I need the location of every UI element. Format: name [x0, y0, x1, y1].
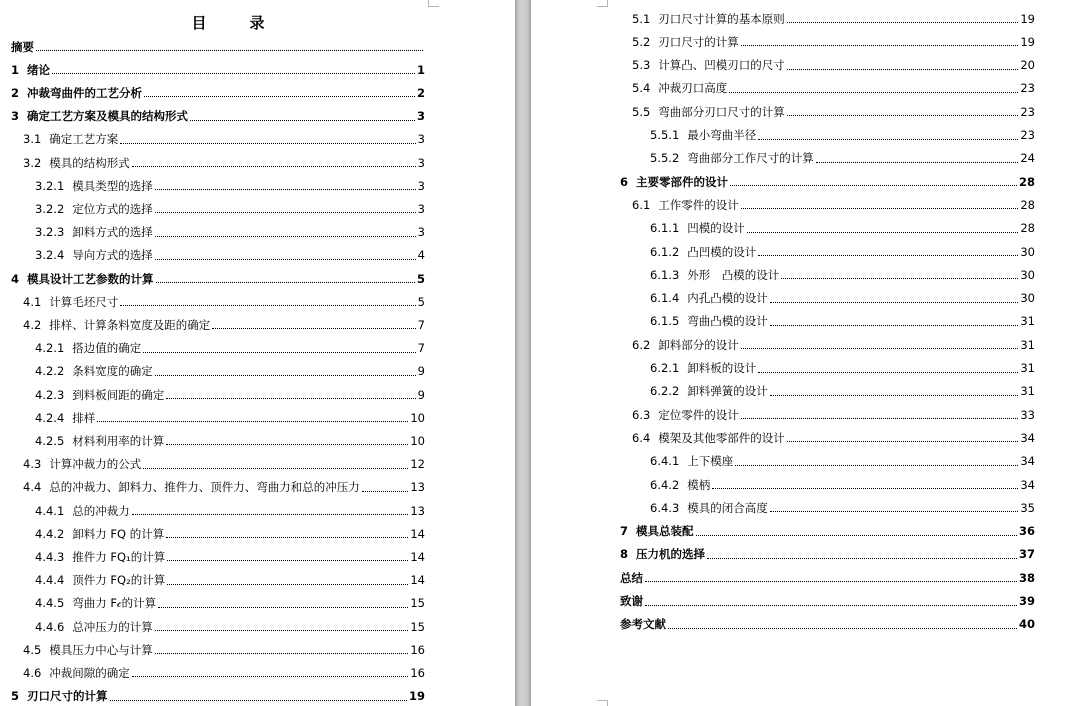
toc-entry[interactable] [650, 124, 1035, 147]
toc-entry-number: 6.1.3 [650, 267, 680, 282]
toc-entry-page-number: 12 [410, 457, 425, 472]
toc-entry-number: 1 [11, 62, 20, 77]
toc-entry-number: 6 [620, 174, 629, 189]
toc-entry-title: 最小弯曲半径 [687, 128, 757, 142]
toc-entry-number: 5.4 [632, 81, 651, 96]
toc-entry[interactable] [35, 360, 425, 383]
toc-dot-leader [120, 304, 415, 306]
toc-entry-number: 4.5 [23, 642, 42, 657]
toc-entry[interactable] [650, 287, 1035, 310]
toc-entry[interactable] [650, 357, 1035, 380]
toc-entry[interactable] [632, 77, 1035, 100]
toc-entry-page-number: 15 [410, 596, 425, 611]
toc-dot-leader [668, 627, 1017, 629]
toc-entry[interactable] [11, 81, 425, 104]
toc-entry[interactable] [35, 337, 425, 360]
toc-entry-number: 3.2.3 [35, 225, 65, 240]
toc-dot-leader [143, 467, 408, 469]
toc-entry-page-number: 28 [1020, 197, 1035, 212]
toc-entry-page-number: 3 [417, 225, 425, 240]
toc-entry-title: 搭边值的确定 [72, 341, 142, 356]
toc-entry-title: 条料宽度的确定 [72, 364, 153, 379]
toc-entry-title: 总冲压力的计算 [72, 619, 153, 634]
toc-entry-number: 5.5.2 [650, 151, 680, 166]
toc-dot-leader [787, 440, 1019, 442]
toc-entry[interactable] [620, 170, 1035, 193]
toc-entry-title: 顶件力 FQ₂的计算 [72, 573, 166, 588]
toc-dot-leader [36, 49, 423, 51]
document-page-left [0, 0, 515, 706]
toc-entry[interactable] [35, 545, 425, 568]
toc-entry[interactable] [632, 403, 1035, 426]
toc-entry-number: 4.6 [23, 665, 42, 680]
toc-dot-leader [132, 675, 409, 677]
toc-entry-page-number: 30 [1020, 267, 1035, 282]
toc-entry-title: 材料利用率的计算 [72, 433, 165, 448]
toc-entry-number: 3.2.4 [35, 248, 65, 263]
toc-entry-page-number: 9 [417, 364, 425, 379]
toc-entry[interactable] [11, 685, 425, 706]
toc-entry-title: 弯曲部分刃口尺寸的计算 [658, 104, 785, 119]
toc-entry-number: 4.4.4 [35, 573, 65, 588]
toc-dot-leader [758, 138, 1018, 140]
toc-entry[interactable] [620, 566, 1035, 589]
toc-entry-number: 3 [11, 109, 20, 124]
toc-entry-title: 卸料板的设计 [687, 361, 757, 375]
toc-entry-title: 刃口尺寸的计算 [658, 34, 739, 49]
toc-entry[interactable] [23, 476, 425, 499]
toc-entry[interactable] [35, 221, 425, 244]
toc-entry[interactable] [650, 263, 1035, 286]
toc-entry[interactable] [632, 193, 1035, 216]
toc-entry[interactable] [23, 290, 425, 313]
toc-entry-number: 4.3 [23, 457, 42, 472]
toc-dot-leader [166, 397, 415, 399]
toc-entry-title: 主要零部件的设计 [636, 174, 729, 189]
toc-entry-title: 外形 凸模的设计 [687, 267, 780, 282]
toc-entry-number: 4.1 [23, 294, 42, 309]
toc-dot-leader [741, 417, 1019, 419]
toc-entry-page-number: 16 [410, 665, 425, 680]
toc-dot-leader [787, 68, 1019, 70]
toc-entry-title: 计算冲裁力的公式 [49, 457, 142, 472]
toc-entry-page-number: 31 [1020, 384, 1035, 399]
toc-dot-leader [155, 629, 409, 631]
toc-entry-page-number: 15 [410, 619, 425, 634]
toc-entry-title: 定位方式的选择 [72, 201, 153, 216]
toc-entry-number: 4.4.1 [35, 503, 65, 518]
toc-entry-title: 总的冲裁力 [72, 503, 130, 518]
toc-dot-leader [707, 557, 1017, 559]
toc-entry[interactable] [11, 105, 425, 128]
toc-entry-page-number: 7 [417, 317, 425, 332]
toc-entry-title: 绪论 [27, 62, 51, 77]
toc-entry-number: 4.2.1 [35, 341, 65, 356]
toc-entry-page-number: 37 [1018, 547, 1035, 562]
toc-entry-number: 6.1.4 [650, 291, 680, 306]
toc-entry-number: 4 [11, 271, 20, 286]
toc-entry-page-number: 31 [1020, 361, 1035, 375]
toc-entry-title: 冲裁弯曲件的工艺分析 [27, 85, 143, 100]
toc-entry-number: 5.1 [632, 11, 651, 26]
toc-dot-leader [770, 510, 1019, 512]
toc-entry-title: 总结 [620, 570, 643, 585]
toc-entry-title: 模具的闭合高度 [687, 500, 768, 515]
toc-entry-title: 冲裁间隙的确定 [49, 665, 130, 680]
toc-dot-leader [741, 347, 1019, 349]
toc-entry-number: 4.2.4 [35, 410, 65, 425]
toc-entry-title: 致谢 [620, 594, 643, 608]
toc-entry-number: 5.5 [632, 104, 651, 119]
toc-entry-number: 5.2 [632, 34, 651, 49]
toc-entry[interactable] [650, 147, 1035, 170]
toc-entry-page-number: 30 [1020, 244, 1035, 259]
toc-entry-page-number: 2 [416, 85, 425, 100]
toc-entry-title: 工作零件的设计 [658, 197, 739, 212]
toc-entry[interactable] [23, 313, 425, 336]
toc-entry-page-number: 1 [416, 62, 425, 77]
toc-entry-title: 弯曲凸模的设计 [687, 314, 768, 329]
toc-entry-page-number: 24 [1020, 151, 1035, 166]
toc-dot-leader [97, 420, 408, 422]
toc-entry-number: 6.4.1 [650, 454, 680, 469]
page-gutter [515, 0, 531, 706]
toc-entry-page-number: 9 [417, 387, 425, 402]
toc-entry-title: 模架及其他零部件的设计 [658, 430, 785, 445]
toc-dot-leader [143, 351, 415, 353]
toc-dot-leader [155, 258, 416, 260]
toc-entry-title: 卸料力 FQ 的计算 [72, 526, 165, 541]
toc-entry[interactable] [620, 590, 1035, 613]
toc-dot-leader [167, 559, 408, 561]
toc-dot-leader [155, 235, 416, 237]
toc-dot-leader [155, 211, 416, 213]
toc-entry-title: 凸凹模的设计 [687, 244, 757, 259]
toc-entry[interactable] [632, 426, 1035, 449]
toc-dot-leader [741, 207, 1019, 209]
toc-entry-number: 6.2 [632, 337, 651, 352]
toc-entry[interactable] [632, 100, 1035, 123]
toc-entry[interactable] [632, 7, 1035, 30]
toc-entry-page-number: 3 [416, 109, 425, 124]
toc-entry-number: 5.5.1 [650, 128, 680, 142]
toc-entry-page-number: 23 [1020, 128, 1035, 142]
toc-dot-leader [155, 652, 409, 654]
toc-entry-title: 模具设计工艺参数的计算 [27, 271, 154, 286]
toc-entry-page-number: 19 [408, 689, 425, 704]
toc-entry-page-number: 39 [1018, 594, 1035, 608]
toc-entry-number: 4.2.3 [35, 387, 65, 402]
toc-dot-leader [155, 188, 416, 190]
toc-dot-leader [781, 277, 1018, 279]
toc-dot-leader [758, 254, 1018, 256]
toc-entry-number: 6.1.5 [650, 314, 680, 329]
toc-dot-leader [770, 324, 1019, 326]
toc-entry-number: 6.4.3 [650, 500, 680, 515]
toc-dot-leader [52, 72, 415, 74]
toc-entry[interactable] [650, 450, 1035, 473]
toc-entry-page-number: 35 [1020, 500, 1035, 515]
toc-entry[interactable] [620, 543, 1035, 566]
toc-entry-page-number: 38 [1018, 570, 1035, 585]
toc-entry-page-number: 5 [416, 271, 425, 286]
toc-entry-page-number: 34 [1020, 477, 1035, 492]
toc-entry-title: 卸料方式的选择 [72, 225, 153, 240]
toc-dot-leader [132, 513, 409, 515]
toc-entry-title: 卸料弹簧的设计 [687, 384, 768, 399]
toc-dot-leader [166, 536, 408, 538]
toc-entry-page-number: 36 [1018, 524, 1035, 539]
toc-entry[interactable] [35, 522, 425, 545]
toc-dot-leader [696, 534, 1017, 536]
toc-dot-leader [735, 464, 1018, 466]
toc-entry-page-number: 34 [1020, 454, 1035, 469]
toc-entry[interactable] [35, 592, 425, 615]
toc-entry[interactable] [11, 58, 425, 81]
toc-entry-number: 6.1.2 [650, 244, 680, 259]
toc-entry-title: 压力机的选择 [636, 547, 706, 562]
toc-dot-leader [712, 487, 1018, 489]
toc-entry[interactable] [35, 569, 425, 592]
toc-entry[interactable] [23, 661, 425, 684]
toc-entry[interactable] [11, 267, 425, 290]
toc-dot-leader [190, 119, 415, 121]
toc-entry-number: 3.2.1 [35, 178, 65, 193]
toc-entry-page-number: 33 [1020, 407, 1035, 422]
document-page-right [531, 0, 1068, 706]
toc-entry-page-number: 19 [1020, 11, 1035, 26]
toc-entry-page-number: 28 [1018, 174, 1035, 189]
toc-entry-number: 6.1 [632, 197, 651, 212]
toc-entry-title: 模具压力中心与计算 [49, 642, 153, 657]
toc-entry-page-number: 3 [417, 201, 425, 216]
toc-dot-leader [156, 281, 415, 283]
toc-entry-page-number: 20 [1020, 58, 1035, 73]
toc-entry-title: 计算毛坯尺寸 [49, 294, 119, 309]
toc-entry-title: 参考文献 [620, 617, 666, 632]
toc-entry[interactable] [23, 453, 425, 476]
toc-title: 目 录 [191, 14, 279, 32]
toc-entry-page-number: 14 [410, 573, 425, 588]
toc-dot-leader [741, 44, 1019, 46]
toc-entry-title: 弯曲力 F𝒸的计算 [72, 596, 157, 611]
toc-entry-page-number: 5 [417, 294, 425, 309]
toc-entry-page-number: 19 [1020, 34, 1035, 49]
page-corner-mark [597, 0, 608, 7]
toc-dot-leader [120, 142, 415, 144]
toc-entry-title: 刃口尺寸计算的基本原则 [658, 11, 785, 26]
toc-entry-number: 3.1 [23, 132, 42, 147]
toc-dot-leader [758, 371, 1018, 373]
toc-entry-title: 确定工艺方案 [49, 132, 119, 147]
toc-entry-title: 推件力 FQ₁的计算 [72, 549, 166, 564]
toc-entry-title: 凹模的设计 [687, 221, 745, 236]
toc-entry-title: 计算凸、凹模刃口的尺寸 [658, 58, 785, 73]
toc-entry-page-number: 13 [410, 480, 425, 495]
toc-entry-title: 模具的结构形式 [49, 155, 130, 170]
toc-entry-number: 4.4 [23, 480, 42, 495]
toc-entry-title: 总的冲裁力、卸料力、推件力、顶件力、弯曲力和总的冲压力 [49, 480, 360, 495]
toc-dot-leader [110, 699, 407, 701]
toc-entry-number: 3.2 [23, 155, 42, 170]
toc-entry-title: 定位零件的设计 [658, 407, 739, 422]
toc-entry-number: 4.4.3 [35, 549, 65, 564]
toc-entry-title: 排样、计算条料宽度及距的确定 [49, 317, 211, 332]
toc-dot-leader [645, 580, 1017, 582]
toc-entry-title: 刃口尺寸的计算 [27, 689, 108, 704]
toc-entry-number: 7 [620, 524, 629, 539]
toc-entry-number: 4.2 [23, 317, 42, 332]
toc-entry-page-number: 28 [1020, 221, 1035, 236]
toc-entry[interactable] [632, 30, 1035, 53]
toc-entry-title: 模具总装配 [636, 524, 694, 539]
toc-dot-leader [787, 114, 1019, 116]
toc-entry-number: 5 [11, 689, 20, 704]
toc-entry-page-number: 14 [410, 549, 425, 564]
toc-dot-leader [729, 91, 1018, 93]
toc-entry-number: 2 [11, 85, 20, 100]
toc-dot-leader [747, 231, 1019, 233]
toc-entry[interactable] [650, 380, 1035, 403]
toc-entry-page-number: 40 [1018, 617, 1035, 632]
page-corner-mark [597, 700, 608, 706]
toc-entry-title: 模柄 [687, 477, 711, 492]
toc-entry-title: 导向方式的选择 [72, 248, 153, 263]
toc-entry-page-number: 30 [1020, 291, 1035, 306]
toc-entry-page-number: 23 [1020, 81, 1035, 96]
toc-entry-number: 4.4.5 [35, 596, 65, 611]
toc-entry[interactable] [35, 499, 425, 522]
toc-entry-number: 6.1.1 [650, 221, 680, 236]
toc-dot-leader [167, 583, 408, 585]
toc-entry-title: 排样 [72, 410, 96, 425]
toc-entry[interactable] [23, 638, 425, 661]
toc-entry-page-number: 3 [417, 178, 425, 193]
toc-entry[interactable] [650, 310, 1035, 333]
toc-entry-title: 冲裁刃口高度 [658, 81, 728, 96]
toc-entry[interactable] [35, 383, 425, 406]
toc-entry-title: 卸料部分的设计 [658, 337, 739, 352]
toc-dot-leader [816, 161, 1019, 163]
toc-dot-leader [144, 95, 415, 97]
toc-dot-leader [730, 184, 1017, 186]
toc-entry[interactable] [650, 496, 1035, 519]
toc-entry-number: 6.4 [632, 430, 651, 445]
toc-entry-page-number: 23 [1020, 104, 1035, 119]
toc-entry[interactable] [632, 333, 1035, 356]
page-corner-mark [428, 0, 439, 7]
toc-entry-page-number: 4 [417, 248, 425, 263]
toc-entry[interactable] [35, 429, 425, 452]
toc-dot-leader [787, 21, 1019, 23]
toc-entry-number: 3.2.2 [35, 201, 65, 216]
toc-entry[interactable] [11, 35, 425, 58]
toc-entry-title: 到料板间距的确定 [72, 387, 165, 402]
toc-dot-leader [132, 165, 416, 167]
toc-entry-page-number: 3 [417, 132, 425, 147]
toc-entry-title: 内孔凸模的设计 [687, 291, 768, 306]
toc-entry-number: 4.2.2 [35, 364, 65, 379]
toc-entry-page-number: 16 [410, 642, 425, 657]
toc-entry-page-number: 10 [410, 433, 425, 448]
toc-entry-page-number: 13 [410, 503, 425, 518]
toc-entry-number: 6.3 [632, 407, 651, 422]
toc-entry-number: 4.4.2 [35, 526, 65, 541]
toc-entry[interactable] [650, 240, 1035, 263]
toc-dot-leader [158, 606, 408, 608]
toc-entry[interactable] [35, 197, 425, 220]
toc-dot-leader [155, 374, 416, 376]
toc-entry[interactable] [35, 174, 425, 197]
toc-entry-title: 模具类型的选择 [72, 178, 153, 193]
toc-entry-number: 6.4.2 [650, 477, 680, 492]
toc-entry-number: 5.3 [632, 58, 651, 73]
toc-entry-page-number: 10 [410, 410, 425, 425]
toc-entry-page-number: 14 [410, 526, 425, 541]
toc-dot-leader [645, 604, 1017, 606]
toc-entry[interactable] [620, 613, 1035, 636]
toc-entry-number: 6.2.2 [650, 384, 680, 399]
toc-dot-leader [770, 301, 1019, 303]
toc-entry-page-number: 34 [1020, 430, 1035, 445]
toc-entry-page-number: 3 [417, 155, 425, 170]
toc-entry[interactable] [23, 128, 425, 151]
toc-entry[interactable] [620, 520, 1035, 543]
toc-dot-leader [166, 443, 408, 445]
toc-entry[interactable] [35, 244, 425, 267]
toc-entry-number: 8 [620, 547, 629, 562]
toc-entry-title: 弯曲部分工作尺寸的计算 [687, 151, 814, 166]
toc-entry[interactable] [23, 151, 425, 174]
toc-dot-leader [770, 394, 1019, 396]
toc-entry-number: 6.2.1 [650, 361, 680, 375]
toc-entry-page-number: 7 [417, 341, 425, 356]
toc-entry[interactable] [632, 54, 1035, 77]
toc-entry[interactable] [35, 406, 425, 429]
toc-entry[interactable] [35, 615, 425, 638]
toc-entry-page-number: 31 [1020, 337, 1035, 352]
toc-entry-title: 上下模座 [687, 454, 734, 469]
toc-entry[interactable] [650, 473, 1035, 496]
toc-entry-number: 4.2.5 [35, 433, 65, 448]
toc-dot-leader [212, 327, 415, 329]
toc-entry-title: 摘要 [11, 39, 34, 54]
toc-entry-title: 确定工艺方案及模具的结构形式 [27, 109, 189, 124]
toc-dot-leader [362, 490, 409, 492]
toc-entry-page-number: 31 [1020, 314, 1035, 329]
toc-entry[interactable] [650, 217, 1035, 240]
toc-entry-number: 4.4.6 [35, 619, 65, 634]
